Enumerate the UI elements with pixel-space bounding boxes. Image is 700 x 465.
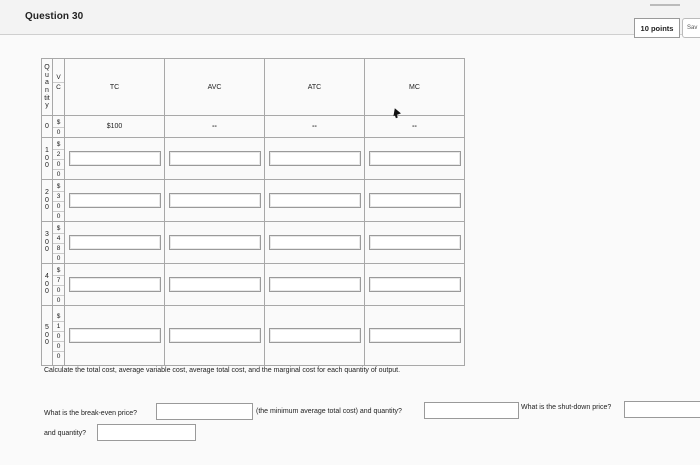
- mc-value: --: [365, 116, 465, 138]
- tc-input[interactable]: [69, 193, 161, 208]
- atc-input[interactable]: [269, 328, 361, 343]
- avc-input[interactable]: [169, 277, 261, 292]
- shutdown-price-input[interactable]: [624, 401, 700, 418]
- tc-input[interactable]: [69, 277, 161, 292]
- avc-input[interactable]: [169, 151, 261, 166]
- mc-input[interactable]: [369, 151, 461, 166]
- table-row: [42, 264, 465, 306]
- atc-input[interactable]: [269, 151, 361, 166]
- mc-cell: [365, 264, 465, 306]
- avc-input[interactable]: [169, 235, 261, 250]
- tc-cell: [65, 264, 165, 306]
- tc-value: $100: [65, 116, 165, 138]
- shutdown-quantity-input[interactable]: [97, 424, 196, 441]
- avc-cell: [165, 306, 265, 366]
- atc-cell: [265, 306, 365, 366]
- avc-cell: [165, 264, 265, 306]
- question-header: [0, 0, 700, 35]
- question-title: Question 30: [25, 11, 84, 22]
- shutdown-quantity-label: and quantity?: [44, 430, 87, 437]
- tc-input[interactable]: [69, 328, 161, 343]
- save-button[interactable]: Sav: [682, 18, 700, 38]
- atc-cell: [265, 180, 365, 222]
- atc-cell: [265, 222, 365, 264]
- mc-cell: [365, 138, 465, 180]
- table-header-row: [42, 59, 465, 116]
- avc-cell: [165, 138, 265, 180]
- quantity-cell: 4 0 0: [42, 264, 53, 306]
- avc-cell: [165, 180, 265, 222]
- avc-input[interactable]: [169, 328, 261, 343]
- tc-header: TC: [65, 59, 165, 116]
- quantity-header: Q u a n tit y: [42, 59, 53, 116]
- atc-input[interactable]: [269, 277, 361, 292]
- variable-cost-cell: $ 1 0 0 0: [53, 306, 65, 366]
- avc-input[interactable]: [169, 193, 261, 208]
- tc-cell: [65, 180, 165, 222]
- points-badge: 10 points: [634, 18, 680, 38]
- variable-cost-cell: $ 2 0 0: [53, 138, 65, 180]
- mc-cell: [365, 180, 465, 222]
- atc-cell: [265, 264, 365, 306]
- tc-cell: [65, 222, 165, 264]
- atc-header: ATC: [265, 59, 365, 116]
- avc-value: --: [165, 116, 265, 138]
- header-divider: [650, 4, 680, 6]
- mc-header: MC: [365, 59, 465, 116]
- table-row: [42, 138, 465, 180]
- variable-cost-cell: $ 7 0 0: [53, 264, 65, 306]
- quantity-cell: 2 0 0: [42, 180, 53, 222]
- breakeven-quantity-input[interactable]: [424, 402, 519, 419]
- quantity-cell: 3 0 0: [42, 222, 53, 264]
- quantity-cell: 0: [42, 116, 53, 138]
- atc-input[interactable]: [269, 235, 361, 250]
- breakeven-price-input[interactable]: [156, 403, 253, 420]
- atc-cell: [265, 138, 365, 180]
- table-row: [42, 180, 465, 222]
- table-row: [42, 222, 465, 264]
- tc-cell: [65, 138, 165, 180]
- avc-cell: [165, 222, 265, 264]
- breakeven-price-label: What is the break-even price?: [44, 410, 137, 417]
- mc-input[interactable]: [369, 193, 461, 208]
- min-atc-quantity-label: (the minimum average total cost) and quantity?: [256, 408, 402, 415]
- tc-cell: [65, 306, 165, 366]
- instructions-text: Calculate the total cost, average variable cost, average total cost, and the marginal cost for each quantity of output.: [44, 367, 401, 374]
- cost-table: [41, 58, 465, 366]
- atc-value: --: [265, 116, 365, 138]
- variable-cost-header: V C: [53, 59, 65, 116]
- variable-cost-cell: $ 3 0 0: [53, 180, 65, 222]
- mc-input[interactable]: [369, 235, 461, 250]
- table-row: [42, 306, 465, 366]
- variable-cost-cell: $ 4 8 0: [53, 222, 65, 264]
- table-row: [42, 116, 465, 138]
- tc-input[interactable]: [69, 235, 161, 250]
- mc-cell: [365, 306, 465, 366]
- mc-cell: [365, 222, 465, 264]
- mc-input[interactable]: [369, 328, 461, 343]
- mc-input[interactable]: [369, 277, 461, 292]
- atc-input[interactable]: [269, 193, 361, 208]
- shutdown-price-label: What is the shut-down price?: [521, 404, 612, 411]
- quantity-cell: 5 0 0: [42, 306, 53, 366]
- tc-input[interactable]: [69, 151, 161, 166]
- quantity-cell: 1 0 0: [42, 138, 53, 180]
- variable-cost-cell: $ 0: [53, 116, 65, 138]
- avc-header: AVC: [165, 59, 265, 116]
